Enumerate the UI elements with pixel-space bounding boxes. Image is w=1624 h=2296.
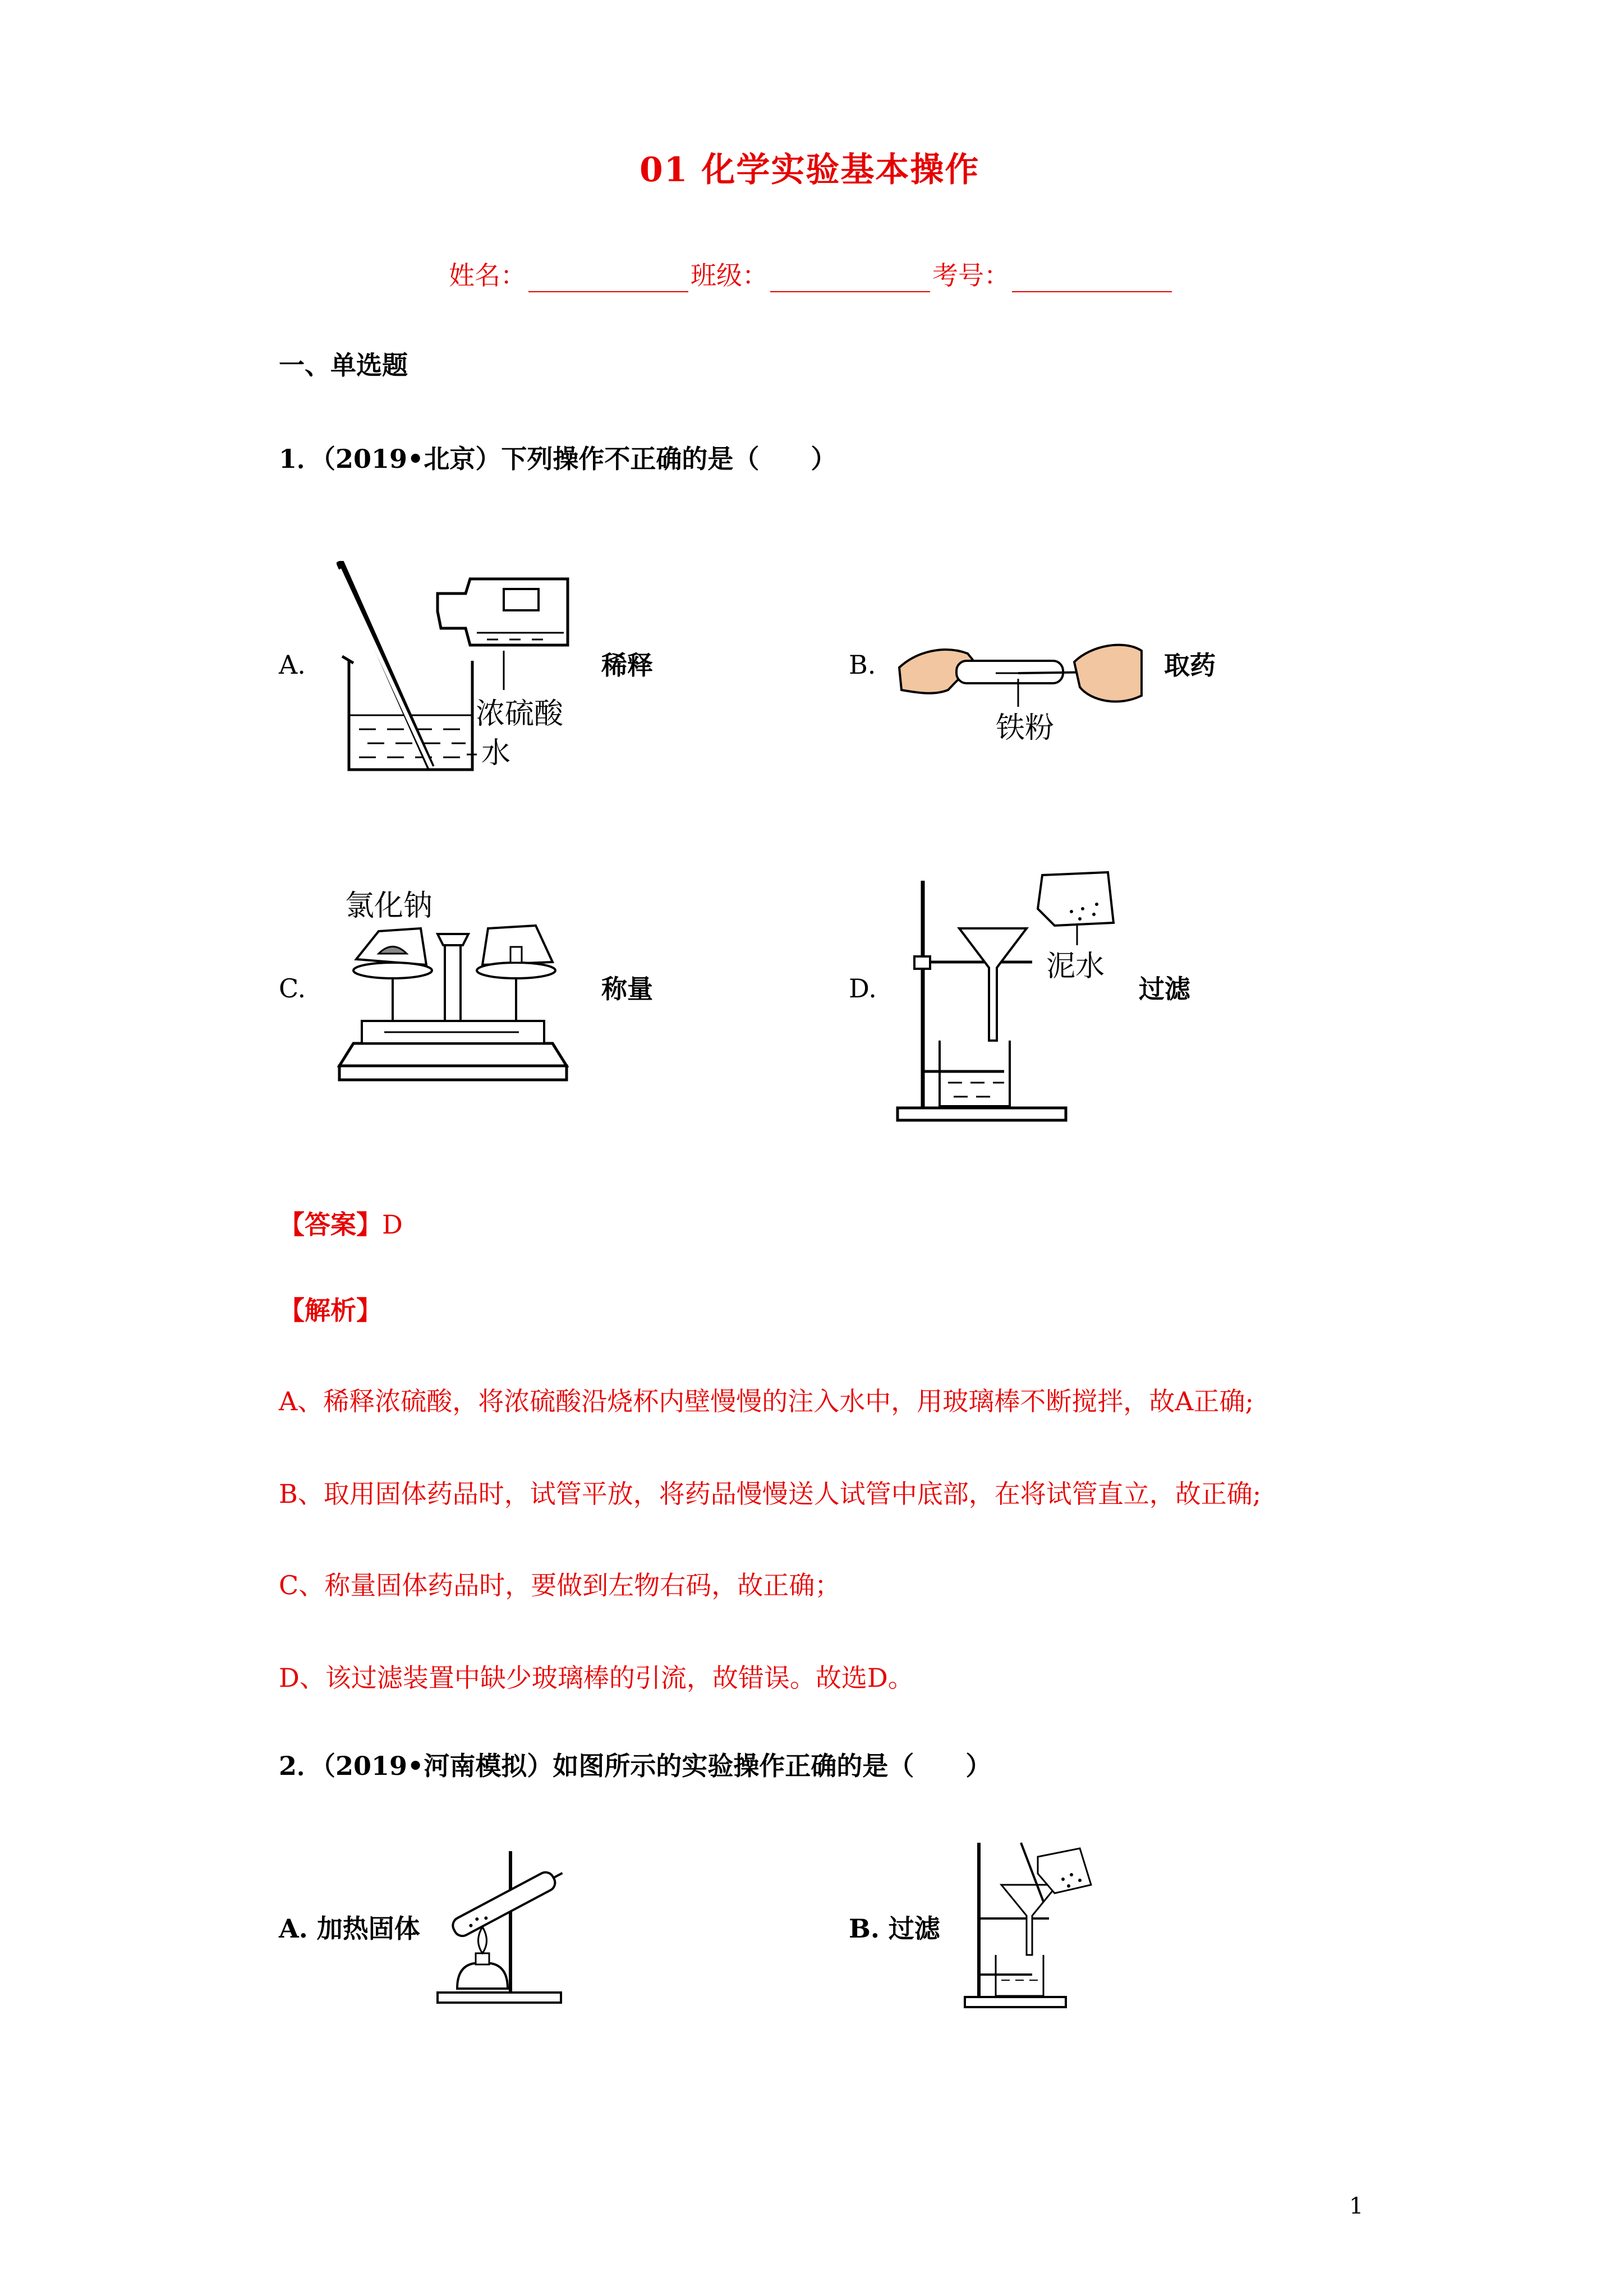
analysis-line-b: B、取用固体药品时，试管平放，将药品慢慢送人试管中底部，在将试管直立，故正确;: [279, 1479, 1262, 1509]
label-sodium-chloride: 氯化钠: [345, 889, 433, 923]
exam-label: 考号：: [932, 260, 1010, 291]
q1-option-d-caption: 过滤: [1139, 974, 1190, 1004]
balance-figure: [328, 881, 575, 1088]
page-number: 1: [1349, 2193, 1364, 2219]
dilution-figure: [337, 561, 578, 785]
answer-label: 【答案】: [279, 1209, 382, 1240]
q2-option-b-letter: B.: [849, 1913, 880, 1944]
analysis-line-d: D、该过滤装置中缺少玻璃棒的引流，故错误。故选D。: [279, 1663, 914, 1693]
filtration-figure-2: [954, 1840, 1099, 2014]
question-1-stem: 1．（2019•北京）下列操作不正确的是（ ）: [279, 444, 837, 474]
q2-option-a-letter: A.: [279, 1913, 308, 1944]
filtration-figure-1: [892, 864, 1128, 1128]
heating-solid-figure: [426, 1846, 572, 2008]
q2-option-a-caption: 加热固体: [316, 1913, 420, 1944]
q1-option-c-letter: C.: [279, 973, 306, 1004]
q2-option-b-label: [849, 1908, 940, 1945]
q1-option-a-caption: 稀释: [601, 650, 653, 680]
q2-option-b-caption: 过滤: [888, 1913, 940, 1944]
label-water: 水: [481, 737, 511, 770]
analysis-line-c: C、称量固体药品时，要做到左物右码，故正确；: [279, 1570, 841, 1600]
exam-blank: [1012, 266, 1172, 292]
label-conc-sulfuric-acid: 浓硫酸: [476, 697, 564, 731]
q1-answer: [279, 1204, 403, 1241]
q1-option-c-caption: 称量: [601, 974, 653, 1004]
label-muddy-water: 泥水: [1046, 950, 1105, 983]
answer-value: D: [382, 1209, 403, 1240]
class-label: 班级：: [691, 260, 768, 291]
section-heading: 一、单选题: [279, 350, 408, 380]
q1-option-a-letter: A.: [279, 650, 306, 680]
question-2-stem: 2．（2019•河南模拟）如图所示的实验操作正确的是（ ）: [279, 1751, 992, 1781]
q1-option-d-letter: D.: [849, 973, 877, 1004]
student-info-line: [449, 255, 1174, 292]
q2-option-a-label: [279, 1908, 420, 1945]
page-title: 01 化学实验基本操作: [640, 150, 980, 190]
analysis-line-a: A、稀释浓硫酸，将浓硫酸沿烧杯内壁慢慢的注入水中，用玻璃棒不断搅拌，故A正确;: [279, 1386, 1254, 1416]
name-label: 姓名：: [449, 260, 526, 291]
q1-option-b-letter: B.: [849, 650, 876, 680]
class-blank: [770, 266, 930, 292]
label-iron-powder: 铁粉: [996, 711, 1055, 745]
q1-option-b-caption: 取药: [1164, 650, 1216, 680]
analysis-label: 【解析】: [279, 1295, 382, 1326]
iron-powder-figure: [895, 634, 1147, 746]
name-blank: [528, 266, 688, 292]
